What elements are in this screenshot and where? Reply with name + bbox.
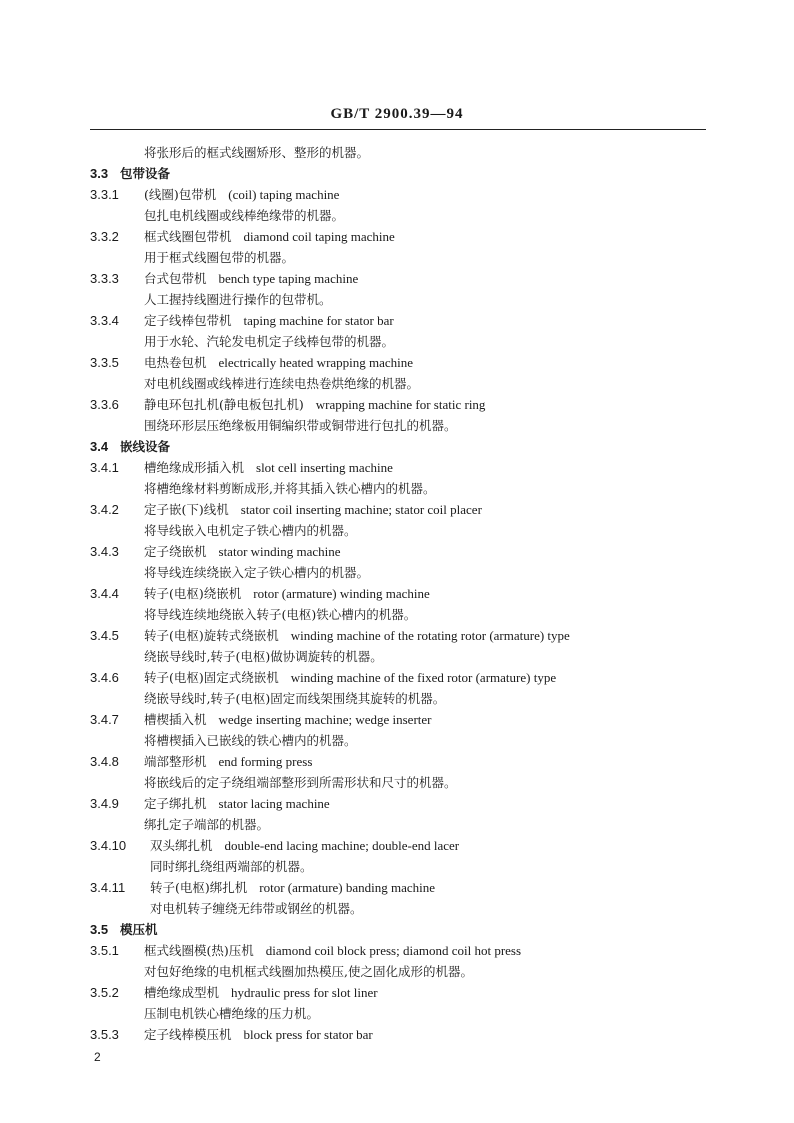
term-definition: 压制电机铁心槽绝缘的压力机。 [144, 1006, 320, 1021]
term-number: 3.3.1 [90, 187, 119, 202]
term-entry [90, 835, 710, 856]
term-chinese: 转子(电枢)绕嵌机 [144, 586, 242, 601]
term-chinese: 双头绑扎机 [150, 838, 213, 853]
term-definition: 将导线连续地绕嵌入转子(电枢)铁心槽内的机器。 [144, 607, 417, 622]
term-definition: 将槽楔插入已嵌线的铁心槽内的机器。 [144, 733, 357, 748]
term-number: 3.4.2 [90, 502, 119, 517]
term-chinese: 转子(电枢)绑扎机 [150, 880, 248, 895]
term-entry [90, 667, 710, 688]
term-definition: 绑扎定子端部的机器。 [144, 817, 270, 832]
term-english: double-end lacing machine; double-end lacer [224, 838, 460, 853]
term-definition: 将槽绝缘材料剪断成形,并将其插入铁心槽内的机器。 [144, 481, 436, 496]
term-number: 3.5.2 [90, 985, 119, 1000]
section-heading [90, 919, 710, 940]
term-number: 3.4.11 [90, 880, 126, 895]
section-title: 模压机 [120, 922, 158, 937]
document-body [90, 142, 710, 1045]
term-chinese: 定子绕嵌机 [144, 544, 207, 559]
term-definition: 同时绑扎绕组两端部的机器。 [150, 859, 313, 874]
term-entry [90, 751, 710, 772]
term-english: block press for stator bar [243, 1027, 373, 1042]
term-number: 3.3.4 [90, 313, 119, 328]
term-entry [90, 982, 710, 1003]
term-number: 3.4.9 [90, 796, 119, 811]
term-english: rotor (armature) winding machine [253, 586, 430, 601]
term-english: rotor (armature) banding machine [259, 880, 436, 895]
term-entry [90, 184, 710, 205]
term-number: 3.3.3 [90, 271, 119, 286]
term-definition: 将导线连续绕嵌入定子铁心槽内的机器。 [144, 565, 370, 580]
term-number: 3.3.6 [90, 397, 119, 412]
term-english: (coil) taping machine [228, 187, 340, 202]
term-number: 3.4.10 [90, 838, 127, 853]
term-entry [90, 499, 710, 520]
term-definition: 包扎电机线圈或线棒绝缘带的机器。 [144, 208, 345, 223]
term-definition: 将嵌线后的定子绕组端部整形到所需形状和尺寸的机器。 [144, 775, 457, 790]
term-entry [90, 625, 710, 646]
term-entry [90, 226, 710, 247]
term-entry [90, 1024, 710, 1045]
term-entry [90, 709, 710, 730]
term-number: 3.4.3 [90, 544, 119, 559]
term-definition: 绕嵌导线时,转子(电枢)固定而线架围绕其旋转的机器。 [144, 691, 446, 706]
term-definition: 对电机线圈或线棒进行连续电热卷烘绝缘的机器。 [144, 376, 420, 391]
term-chinese: 端部整形机 [144, 754, 207, 769]
header-rule [90, 129, 706, 130]
term-entry [90, 457, 710, 478]
term-number: 3.4.7 [90, 712, 119, 727]
term-entry [90, 940, 710, 961]
term-number: 3.4.1 [90, 460, 119, 475]
term-entry [90, 268, 710, 289]
term-chinese: 槽绝缘成形插入机 [144, 460, 245, 475]
term-entry [90, 352, 710, 373]
section-number: 3.5 [90, 922, 109, 937]
term-chinese: 定子绑扎机 [144, 796, 207, 811]
term-chinese: 定子线棒包带机 [144, 313, 232, 328]
section-heading [90, 436, 710, 457]
term-entry [90, 877, 710, 898]
term-chinese: 槽绝缘成型机 [144, 985, 220, 1000]
term-definition: 对包好绝缘的电机框式线圈加热模压,使之固化成形的机器。 [144, 964, 473, 979]
term-chinese: 定子线棒模压机 [144, 1027, 232, 1042]
term-chinese: 框式线圈模(热)压机 [144, 943, 254, 958]
term-entry [90, 793, 710, 814]
term-english: stator lacing machine [218, 796, 330, 811]
term-entry [90, 583, 710, 604]
term-definition: 绕嵌导线时,转子(电枢)做协调旋转的机器。 [144, 649, 383, 664]
term-chinese: 框式线圈包带机 [144, 229, 232, 244]
section-number: 3.4 [90, 439, 109, 454]
term-english: slot cell inserting machine [256, 460, 393, 475]
term-number: 3.4.5 [90, 628, 119, 643]
term-entry [90, 394, 710, 415]
term-english: wedge inserting machine; wedge inserter [218, 712, 432, 727]
term-english: winding machine of the rotating rotor (armature) type [290, 628, 570, 643]
term-chinese: 转子(电枢)固定式绕嵌机 [144, 670, 279, 685]
term-definition: 对电机转子缠绕无纬带或钢丝的机器。 [150, 901, 363, 916]
term-english: taping machine for stator bar [243, 313, 394, 328]
term-chinese: 槽楔插入机 [144, 712, 207, 727]
term-chinese: 台式包带机 [144, 271, 207, 286]
term-entry [90, 310, 710, 331]
page-number: 2 [94, 1050, 101, 1064]
term-chinese: 定子嵌(下)线机 [144, 502, 229, 517]
term-english: diamond coil block press; diamond coil hot press [265, 943, 522, 958]
term-definition: 将导线嵌入电机定子铁心槽内的机器。 [144, 523, 357, 538]
term-english: stator winding machine [218, 544, 341, 559]
section-number: 3.3 [90, 166, 109, 181]
section-heading [90, 163, 710, 184]
term-number: 3.4.6 [90, 670, 119, 685]
term-english: winding machine of the fixed rotor (armature) type [290, 670, 557, 685]
continued-definition: 将张形后的框式线圈矫形、整形的机器。 [144, 145, 370, 160]
term-english: electrically heated wrapping machine [218, 355, 414, 370]
term-english: end forming press [218, 754, 313, 769]
term-definition: 人工握持线圈进行操作的包带机。 [144, 292, 332, 307]
term-definition: 用于框式线圈包带的机器。 [144, 250, 295, 265]
term-definition: 围绕环形层压绝缘板用铜编织带或铜带进行包扎的机器。 [144, 418, 457, 433]
term-english: diamond coil taping machine [243, 229, 395, 244]
standard-header: GB/T 2900.39—94 [330, 106, 464, 122]
term-english: hydraulic press for slot liner [231, 985, 378, 1000]
term-number: 3.5.3 [90, 1027, 119, 1042]
section-title: 嵌线设备 [120, 439, 171, 454]
term-english: wrapping machine for static ring [315, 397, 486, 412]
term-number: 3.5.1 [90, 943, 119, 958]
term-number: 3.3.2 [90, 229, 119, 244]
term-english: stator coil inserting machine; stator coil placer [240, 502, 482, 517]
term-definition: 用于水轮、汽轮发电机定子线棒包带的机器。 [144, 334, 395, 349]
term-number: 3.4.8 [90, 754, 119, 769]
term-number: 3.4.4 [90, 586, 119, 601]
term-chinese: 静电环包扎机(静电板包扎机) [144, 397, 304, 412]
term-chinese: 电热卷包机 [144, 355, 207, 370]
term-chinese: 转子(电枢)旋转式绕嵌机 [144, 628, 279, 643]
term-number: 3.3.5 [90, 355, 119, 370]
term-english: bench type taping machine [218, 271, 359, 286]
section-title: 包带设备 [120, 166, 171, 181]
term-entry [90, 541, 710, 562]
term-chinese: (线圈)包带机 [144, 187, 217, 202]
